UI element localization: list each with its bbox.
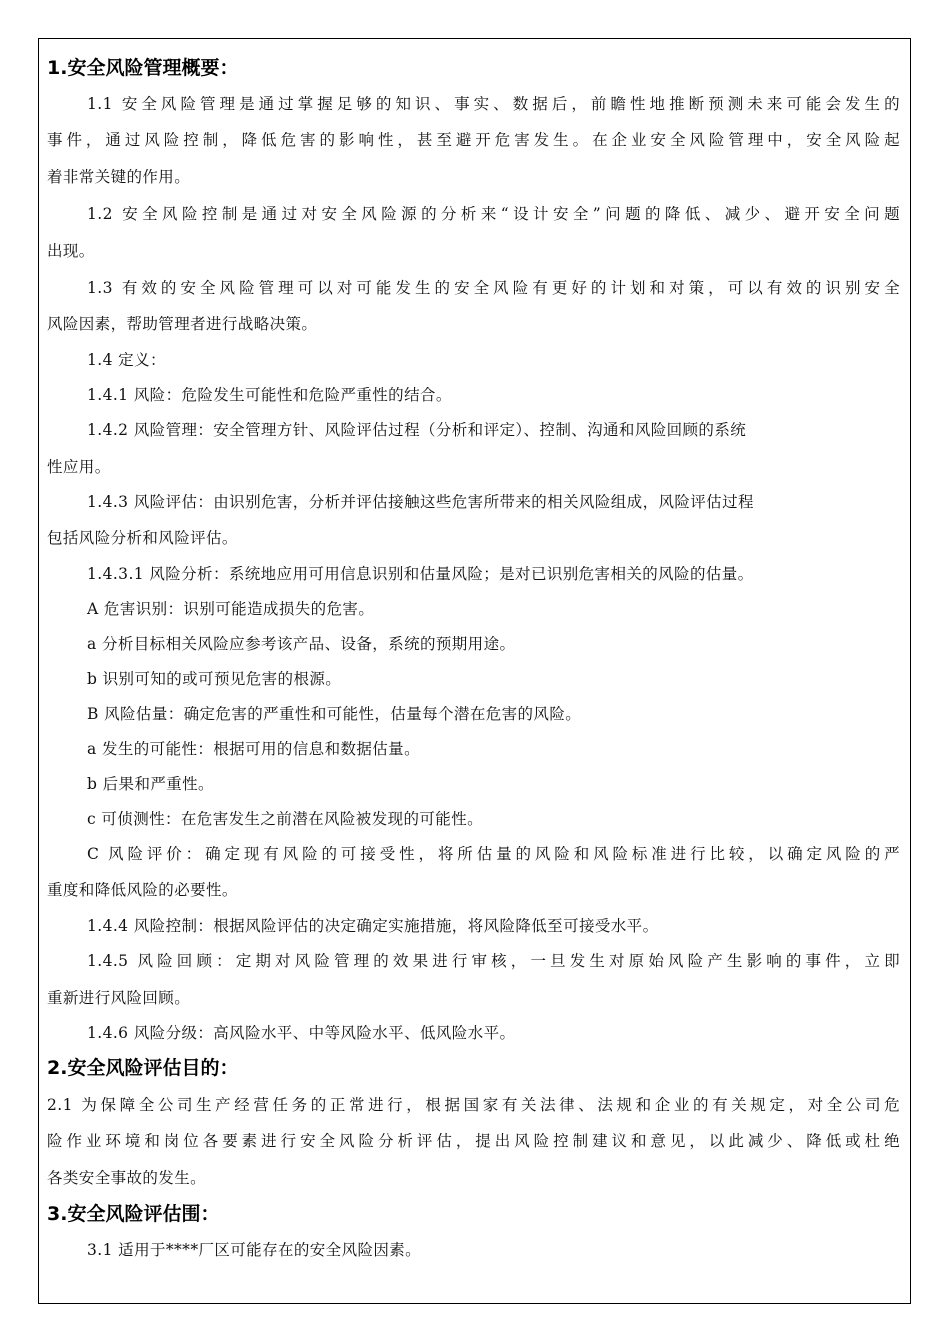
paragraph-line: 1.4 定义： xyxy=(87,351,166,369)
paragraph-line: 2.1 为保障全公司生产经营任务的正常进行，根据国家有关法律、法规和企业的有关规定，对全公司危 xyxy=(47,1096,900,1114)
paragraph-line: 重度和降低风险的必要性。 xyxy=(47,881,238,899)
paragraph-line: 各类安全事故的发生。 xyxy=(47,1169,207,1187)
paragraph-line: 1.4.6 风险分级：高风险水平、中等风险水平、低风险水平。 xyxy=(87,1024,516,1042)
paragraph-line: a 发生的可能性：根据可用的信息和数据估量。 xyxy=(87,740,420,758)
paragraph-line: b 后果和严重性。 xyxy=(87,775,214,793)
paragraph-line: 重新进行风险回顾。 xyxy=(47,989,191,1007)
paragraph-line: 1.2 安全风险控制是通过对安全风险源的分析来“设计安全”问题的降低、减少、避开安全问题 xyxy=(87,205,900,223)
paragraph-line: 性应用。 xyxy=(47,458,111,476)
paragraph-line: c 可侦测性：在危害发生之前潜在风险被发现的可能性。 xyxy=(87,810,484,828)
paragraph-line: a 分析目标相关风险应参考该产品、设备，系统的预期用途。 xyxy=(87,635,516,653)
paragraph-line: A 危害识别：识别可能造成损失的危害。 xyxy=(87,600,375,618)
section-1-heading: 1.安全风险管理概要： xyxy=(47,57,239,79)
paragraph-line: 险作业环境和岗位各要素进行安全风险分析评估，提出风险控制建议和意见，以此减少、降低或杜绝 xyxy=(47,1132,900,1150)
section-3-heading: 3.安全风险评估围： xyxy=(47,1203,220,1225)
paragraph-line: 1.4.1 风险：危险发生可能性和危险严重性的结合。 xyxy=(87,386,452,404)
paragraph-line: 出现。 xyxy=(47,242,95,260)
paragraph-line: 着非常关键的作用。 xyxy=(47,168,191,186)
paragraph-line: 1.4.2 风险管理：安全管理方针、风险评估过程（分析和评定）、控制、沟通和风险回顾的系统 xyxy=(87,421,747,439)
paragraph-line: 事件，通过风险控制，降低危害的影响性，甚至避开危害发生。在企业安全风险管理中，安全风险起 xyxy=(47,131,900,149)
paragraph-line: 风险因素，帮助管理者进行战略决策。 xyxy=(47,315,318,333)
paragraph-line: 1.4.3 风险评估：由识别危害，分析并评估接触这些危害所带来的相关风险组成，风险评估过程 xyxy=(87,493,754,511)
paragraph-line: 包括风险分析和风险评估。 xyxy=(47,529,238,547)
paragraph-line: b 识别可知的或可预见危害的根源。 xyxy=(87,670,342,688)
paragraph-line: 1.3 有效的安全风险管理可以对可能发生的安全风险有更好的计划和对策，可以有效的识别安全 xyxy=(87,279,900,297)
paragraph-line: 1.4.4 风险控制：根据风险评估的决定确定实施措施，将风险降低至可接受水平。 xyxy=(87,917,659,935)
paragraph-line: 1.1 安全风险管理是通过掌握足够的知识、事实、数据后，前瞻性地推断预测未来可能会发生的 xyxy=(87,95,900,113)
paragraph-line: B 风险估量：确定危害的严重性和可能性，估量每个潜在危害的风险。 xyxy=(87,705,582,723)
document-frame xyxy=(38,38,911,1304)
paragraph-line: 1.4.5 风险回顾：定期对风险管理的效果进行审核，一旦发生对原始风险产生影响的事件，立即 xyxy=(87,952,900,970)
paragraph-line: 1.4.3.1 风险分析：系统地应用可用信息识别和估量风险；是对已识别危害相关的风险的估量。 xyxy=(87,565,754,583)
paragraph-line: 3.1 适用于****厂区可能存在的安全风险因素。 xyxy=(87,1241,422,1259)
paragraph-line: C 风险评价：确定现有风险的可接受性，将所估量的风险和风险标准进行比较，以确定风险的严 xyxy=(87,845,900,863)
section-2-heading: 2.安全风险评估目的： xyxy=(47,1057,239,1079)
